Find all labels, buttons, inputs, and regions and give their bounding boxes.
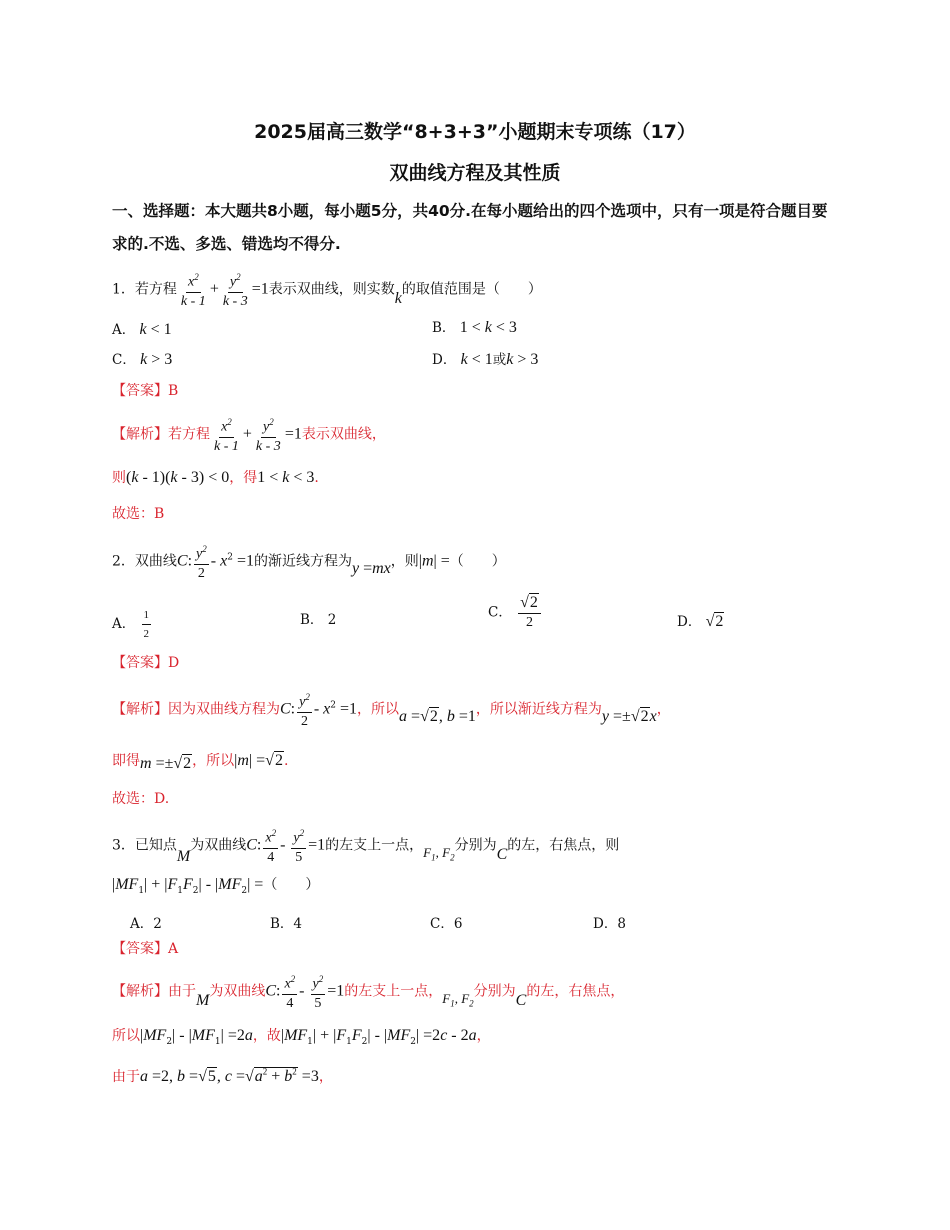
q2-answer: 【答案】D: [112, 655, 180, 671]
q2-option-a: A． $\frac{1}{2}$: [112, 606, 153, 643]
q2-option-b: B． 2: [300, 612, 337, 628]
q3-analysis-line1: 【解析】由于M为双曲线C: $\frac{x^2}{4}$ - $\frac{y^2}{5}$ =1的左支上一点，$F_1$, $F_2$分别为C的左，右焦点，: [112, 970, 624, 1013]
q1-option-d: D． k < 1或k > 3: [432, 351, 539, 368]
q3-stem-expression: $|MF_1| + |F_1F_2| - |MF_2|$ =（ ）: [112, 876, 320, 896]
q3-analysis-line3: 由于a =2, b =√5, $c =√a^2 + b^2 =3$，: [112, 1066, 333, 1085]
q2-option-c: C． $\frac{√2}{2}$: [488, 594, 543, 632]
q2-analysis-line2: 即得m =±√2，所以|m| =√2.: [112, 752, 289, 772]
q3-analysis-line2: 所以$|MF_2| - |MF_1| =2a$，故$|MF_1| + |F_1F_2| - |MF_2| =2c - 2a$，: [112, 1027, 491, 1047]
q1-option-b: B． 1 < k < 3: [432, 319, 517, 336]
q3-option-b: B．4: [270, 916, 303, 932]
q3-stem: 3．已知点M为双曲线C: $\frac{x^2}{4}$ - $\frac{y^2}{5}$ =1的左支上一点，$F_1$, $F_2$分别为C的左，右焦点，则: [112, 824, 619, 867]
q2-option-d: D． √2: [677, 613, 724, 630]
q2-conclusion: 故选：D.: [112, 791, 170, 807]
page-title: 2025届高三数学“8+3+3”小题期末专项练（17）: [254, 121, 696, 143]
q3-option-a: A．2: [130, 916, 162, 932]
section-intro: 一、选择题：本大题共8小题，每小题5分，共40分.在每小题给出的四个选项中，只有一项是符合题目要求的.不选、多选、错选均不得分.: [112, 202, 828, 253]
q3-option-d: D．8: [593, 916, 626, 932]
q1-analysis-line2: 则(k - 1)(k - 3) < 0，得1 < k < 3.: [112, 469, 319, 486]
q2-analysis-line1: 【解析】因为双曲线方程为C: $\frac{y^2}{2}$ - $x^2 =1$，所以a =√2, b =1，所以渐近线方程为y =±√2x，: [112, 688, 671, 731]
q1-analysis-line1: 【解析】若方程 $\frac{x^2}{k - 1}$ + $\frac{y^2}{k - 3}$ =1表示双曲线，: [112, 413, 386, 456]
q1-stem: 1．若方程 $\frac{x^2}{k - 1}$ + $\frac{y^2}{k - 3}$ =1表示双曲线，则实数k的取值范围是（ ）: [112, 268, 542, 311]
page-subtitle: 双曲线方程及其性质: [389, 162, 561, 184]
q1-option-c: C． k > 3: [112, 351, 173, 368]
q1-conclusion: 故选：B: [112, 506, 165, 522]
q1-option-a: A． k < 1: [112, 321, 172, 338]
q2-stem: 2．双曲线C: $\frac{y^2}{2}$ - $x^2 =1$的渐近线方程为y =mx，则|m| =（ ）: [112, 540, 506, 583]
q3-answer: 【答案】A: [112, 941, 179, 957]
q1-answer: 【答案】B: [112, 383, 179, 399]
q3-option-c: C．6: [430, 916, 463, 932]
